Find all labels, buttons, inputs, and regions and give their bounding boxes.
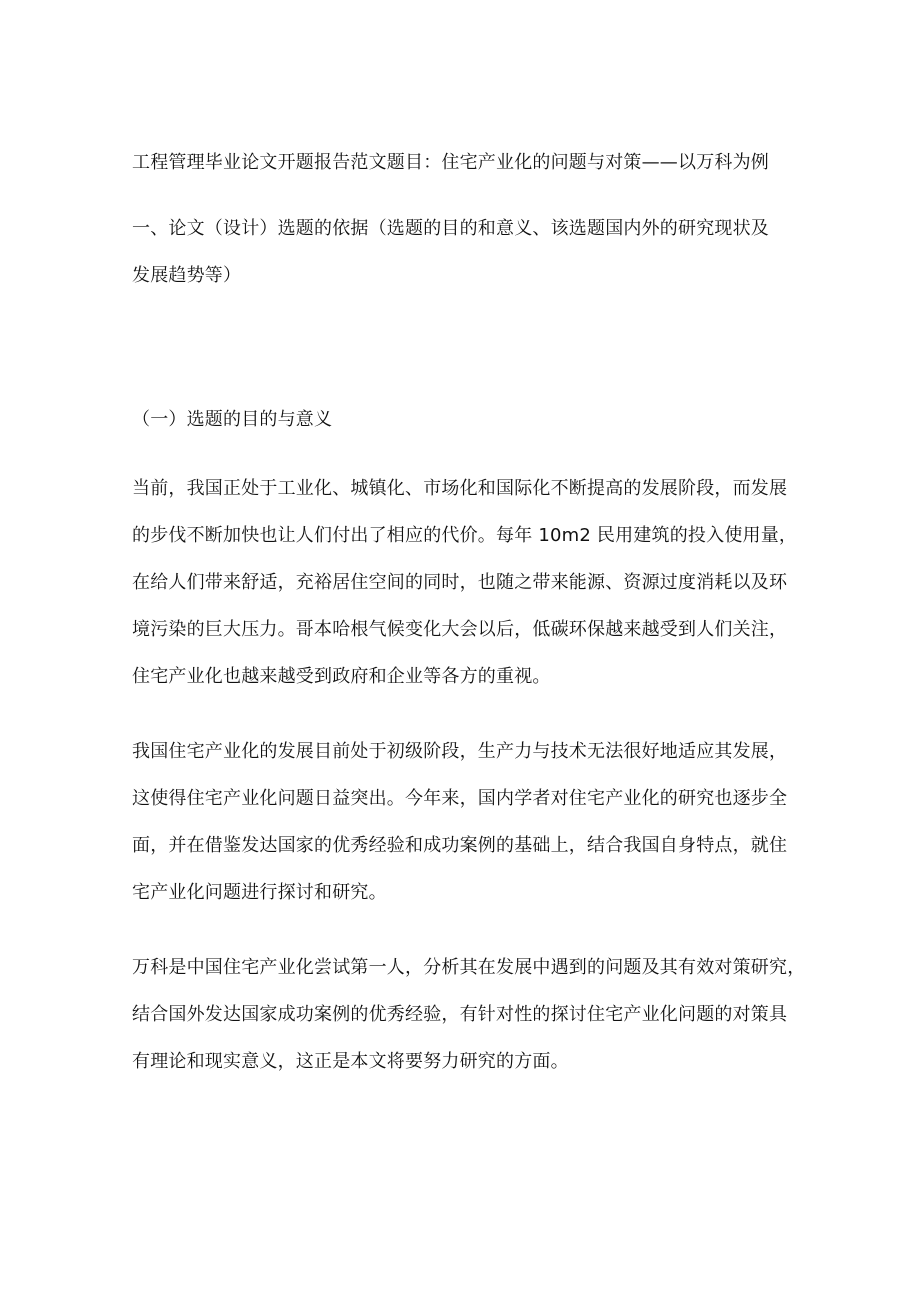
section-heading [132, 205, 812, 299]
subsection-heading-line: （一）选题的目的与意义 [132, 409, 333, 430]
paragraph-line: 我国住宅产业化的发展目前处于初级阶段，生产力与技术无法很好地适应其发展， [132, 741, 788, 762]
paragraph-line: 结合国外发达国家成功案例的优秀经验，有针对性的探讨住宅产业化问题的对策具 [132, 1004, 788, 1025]
paragraph-line: 有理论和现实意义，这正是本文将要努力研究的方面。 [132, 1051, 569, 1072]
paragraph-line: 的步伐不断加快也让人们付出了相应的代价。每年 10m2 民用建筑的投入使用量， [132, 525, 798, 546]
paragraph-line: 在给人们带来舒适，充裕居住空间的同时，也随之带来能源、资源过度消耗以及环 [132, 572, 788, 593]
paragraph-line: 当前，我国正处于工业化、城镇化、市场化和国际化不断提高的发展阶段，而发展 [132, 478, 788, 499]
paragraph-line: 这使得住宅产业化问题日益突出。今年来，国内学者对住宅产业化的研究也逐步全 [132, 788, 788, 809]
paragraph-line: 境污染的巨大压力。哥本哈根气候变化大会以后，低碳环保越来越受到人们关注， [132, 619, 788, 640]
section-heading-line: 一、论文（设计）选题的依据（选题的目的和意义、该选题国内外的研究现状及 [132, 218, 769, 239]
section-heading-line: 发展趋势等） [132, 265, 242, 286]
paragraph-line: 面，并在借鉴发达国家的优秀经验和成功案例的基础上，结合我国自身特点，就住 [132, 835, 788, 856]
paragraph-3 [132, 944, 812, 1085]
document-title [132, 139, 812, 186]
paragraph-line: 宅产业化问题进行探讨和研究。 [132, 882, 387, 903]
paragraph-2 [132, 728, 812, 916]
subsection-heading [132, 396, 812, 443]
paragraph-1 [132, 465, 812, 700]
paragraph-line: 住宅产业化也越来越受到政府和企业等各方的重视。 [132, 666, 551, 687]
title-line: 工程管理毕业论文开题报告范文题目：住宅产业化的问题与对策——以万科为例 [132, 152, 769, 173]
paragraph-line: 万科是中国住宅产业化尝试第一人，分析其在发展中遇到的问题及其有效对策研究， [132, 957, 806, 978]
